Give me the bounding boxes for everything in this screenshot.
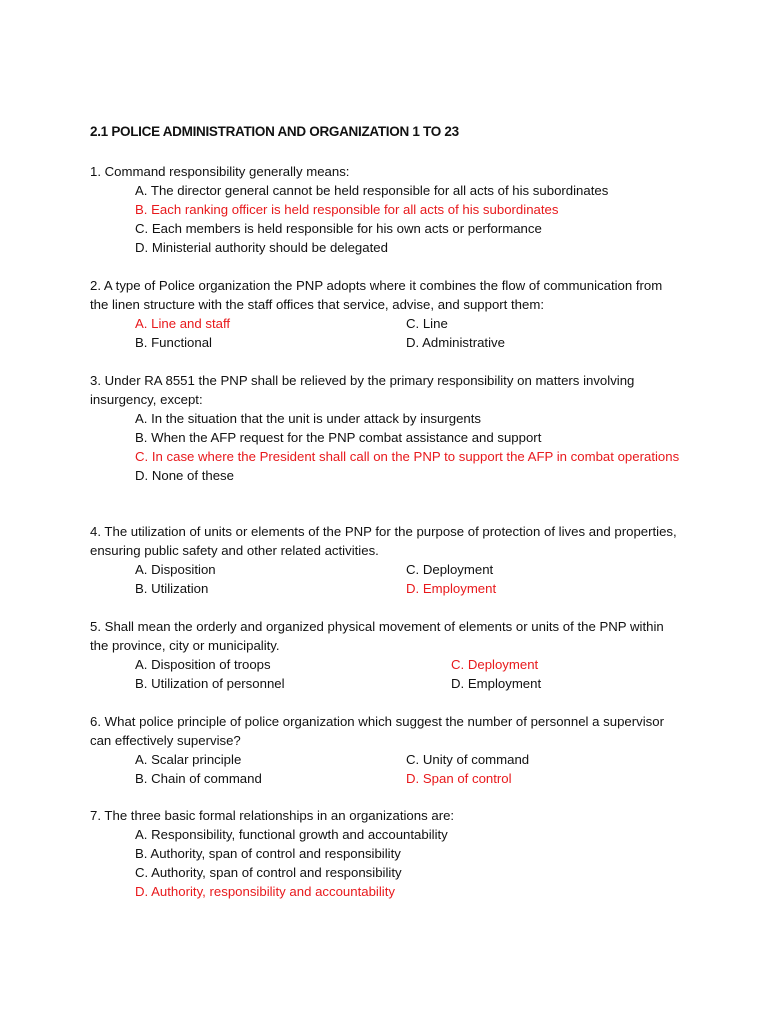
question-stem: 1. Command responsibility generally means: bbox=[90, 164, 350, 179]
option-row bbox=[90, 750, 680, 769]
question-3 bbox=[90, 371, 680, 485]
question-stem: 7. The three basic formal relationships in an organizations are: bbox=[90, 808, 455, 823]
option-row bbox=[90, 769, 680, 788]
option-a: A. The director general cannot be held responsible for all acts of his subordinates bbox=[135, 183, 609, 198]
option-row bbox=[90, 655, 680, 674]
option-d: D. None of these bbox=[135, 468, 234, 483]
question-1 bbox=[90, 162, 680, 257]
option-row bbox=[90, 560, 680, 579]
option-d-correct: D. Authority, responsibility and accountability bbox=[135, 884, 395, 899]
option-c: C. Unity of command bbox=[406, 752, 530, 767]
option-d-correct: D. Employment bbox=[406, 581, 497, 596]
option-b: B. Utilization of personnel bbox=[135, 676, 285, 691]
question-stem: 4. The utilization of units or elements of the PNP for the purpose of protection of lives and properties, ensuring public safety and other related activities. bbox=[90, 524, 677, 558]
option-row bbox=[90, 674, 680, 693]
option-c: C. Each members is held responsible for his own acts or performance bbox=[135, 221, 542, 236]
option-b: B. Authority, span of control and responsibility bbox=[135, 846, 401, 861]
option-b: B. Functional bbox=[135, 335, 212, 350]
option-a: A. Disposition bbox=[135, 562, 216, 577]
question-stem: 3. Under RA 8551 the PNP shall be relieved by the primary responsibility on matters involving insurgency, except: bbox=[90, 373, 635, 407]
option-b: B. Utilization bbox=[135, 581, 209, 596]
option-a: A. In the situation that the unit is under attack by insurgents bbox=[135, 411, 482, 426]
question-stem: 5. Shall mean the orderly and organized physical movement of elements or units of the PNP within the province, city or municipality. bbox=[90, 619, 664, 653]
question-5 bbox=[90, 617, 680, 693]
option-c: C. Authority, span of control and responsibility bbox=[135, 865, 402, 880]
question-7 bbox=[90, 806, 680, 901]
option-row bbox=[90, 333, 680, 352]
option-a-correct: A. Line and staff bbox=[135, 316, 231, 331]
question-2 bbox=[90, 276, 680, 352]
option-row bbox=[90, 579, 680, 598]
option-d: D. Administrative bbox=[406, 335, 505, 350]
option-c: C. Line bbox=[406, 316, 448, 331]
option-c-correct: C. In case where the President shall call on the PNP to support the AFP in combat operations bbox=[135, 449, 680, 464]
option-a: A. Responsibility, functional growth and accountability bbox=[135, 827, 448, 842]
option-b-correct: B. Each ranking officer is held responsible for all acts of his subordinates bbox=[135, 202, 559, 217]
option-c-correct: C. Deployment bbox=[451, 657, 539, 672]
option-c: C. Deployment bbox=[406, 562, 494, 577]
option-row bbox=[90, 314, 680, 333]
question-4 bbox=[90, 522, 680, 598]
question-stem: 6. What police principle of police organization which suggest the number of personnel a supervisor can effectively supervise? bbox=[90, 714, 664, 748]
option-d: D. Employment bbox=[451, 676, 542, 691]
option-a: A. Scalar principle bbox=[135, 752, 242, 767]
option-d: D. Ministerial authority should be delegated bbox=[135, 240, 388, 255]
option-d-correct: D. Span of control bbox=[406, 771, 512, 786]
question-6 bbox=[90, 712, 680, 788]
question-stem: 2. A type of Police organization the PNP adopts where it combines the flow of communication from the linen structure with the staff offices that service, advise, and support them: bbox=[90, 278, 663, 312]
option-b: B. When the AFP request for the PNP combat assistance and support bbox=[135, 430, 542, 445]
option-a: A. Disposition of troops bbox=[135, 657, 271, 672]
page-title: 2.1 POLICE ADMINISTRATION AND ORGANIZATION 1 TO 23 bbox=[90, 124, 459, 139]
option-b: B. Chain of command bbox=[135, 771, 262, 786]
